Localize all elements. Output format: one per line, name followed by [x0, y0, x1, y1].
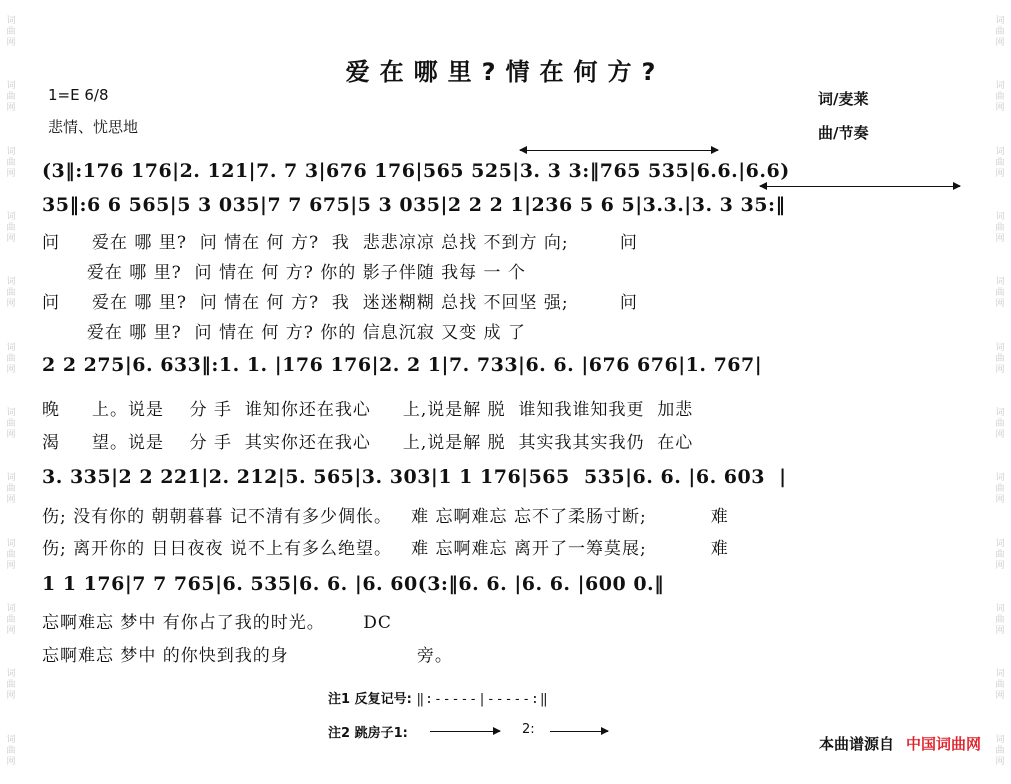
song-title: 爱在哪里?情在何方?: [345, 58, 666, 86]
site-name[interactable]: 中国词曲网: [905, 735, 981, 753]
lyric-line-1d: 爱在 哪 里? 问 情在 何 方? 你的 信息沉寂 又变 成 了: [42, 323, 526, 343]
lyric-line-1c: 问 爱在 哪 里? 问 情在 何 方? 我 迷迷糊糊 总找 不回坚 强; 问: [42, 293, 638, 313]
repeat-span-arrow: [520, 150, 718, 151]
lyric-line-3b: 伤; 离开你的 日日夜夜 说不上有多么绝望。 难 忘啊难忘 离开了一筹莫展; 难: [42, 539, 729, 559]
lyric-line-4a: 忘啊难忘 梦中 有你占了我的时光。 DC: [42, 613, 392, 633]
note-jump-sign: 注2 跳房子1:: [328, 726, 408, 741]
notation-line-1: (3‖:176 176|2. 121|7. 7 3|676 176|565 525|3. 3 3:‖765 535|6.6.|6.6): [42, 160, 790, 182]
notation-line-5: 1 1 176|7 7 765|6. 535|6. 6. |6. 60(3:‖6. 6. |6. 6. |600 0.‖: [42, 573, 665, 595]
notation-line-3: 2 2 275|6. 633‖:1. 1. |176 176|2. 2 1|7. 733|6. 6. |676 676|1. 767|: [42, 354, 763, 376]
key-meter: 1=E 6/8: [48, 86, 109, 104]
jump-arrow-2: [550, 731, 608, 732]
composer-credit: 曲/节奏: [818, 124, 869, 142]
jump-arrow-1: [430, 731, 500, 732]
lyric-line-3a: 伤; 没有你的 朝朝暮暮 记不清有多少倜伥。 难 忘啊难忘 忘不了柔肠寸断; 难: [42, 507, 729, 527]
lyricist-credit: 词/麦莱: [818, 90, 869, 108]
notation-line-2: 35‖:6 6 565|5 3 035|7 7 675|5 3 035|2 2 2 1|236 5 6 5|3.3.|3. 3 35:‖: [42, 194, 786, 216]
jump-span-arrow: [760, 186, 960, 187]
jump-label-2: 2:: [522, 722, 535, 737]
lyric-line-2b: 渴 望。说是 分 手 其实你还在我心 上,说是解 脱 其实我其实我仍 在心: [42, 433, 694, 453]
mood-marking: 悲情、忧思地: [48, 118, 139, 136]
lyric-line-2a: 晚 上。说是 分 手 谁知你还在我心 上,说是解 脱 谁知我谁知我更 加悲: [42, 400, 694, 420]
notation-line-4: 3. 335|2 2 221|2. 212|5. 565|3. 303|1 1 176|565 535|6. 6. |6. 603 |: [42, 466, 787, 488]
lyric-line-1a: 问 爱在 哪 里? 问 情在 何 方? 我 悲悲凉凉 总找 不到方 向; 问: [42, 233, 638, 253]
watermark-left: 词 曲 网 词 曲 网 词 曲 网 词 曲 网 词 曲 网 词 曲 网 词 曲 网 词 曲 网 词 曲 网 词 曲 网 词 曲 网 词 曲 网: [6, 16, 16, 767]
lyric-line-1b: 爱在 哪 里? 问 情在 何 方? 你的 影子伴随 我每 一 个: [42, 263, 526, 283]
note-repeat-sign: 注1 反复记号: ‖:-----|-----:‖: [328, 692, 549, 707]
lyric-line-4b: 忘啊难忘 梦中 的你快到我的身 旁。: [42, 646, 453, 666]
watermark-right: 词 曲 网 词 曲 网 词 曲 网 词 曲 网 词 曲 网 词 曲 网 词 曲 网 词 曲 网 词 曲 网 词 曲 网 词 曲 网 词 曲 网: [995, 16, 1005, 767]
source-credit: 本曲谱源自 中国词曲网: [818, 735, 981, 753]
